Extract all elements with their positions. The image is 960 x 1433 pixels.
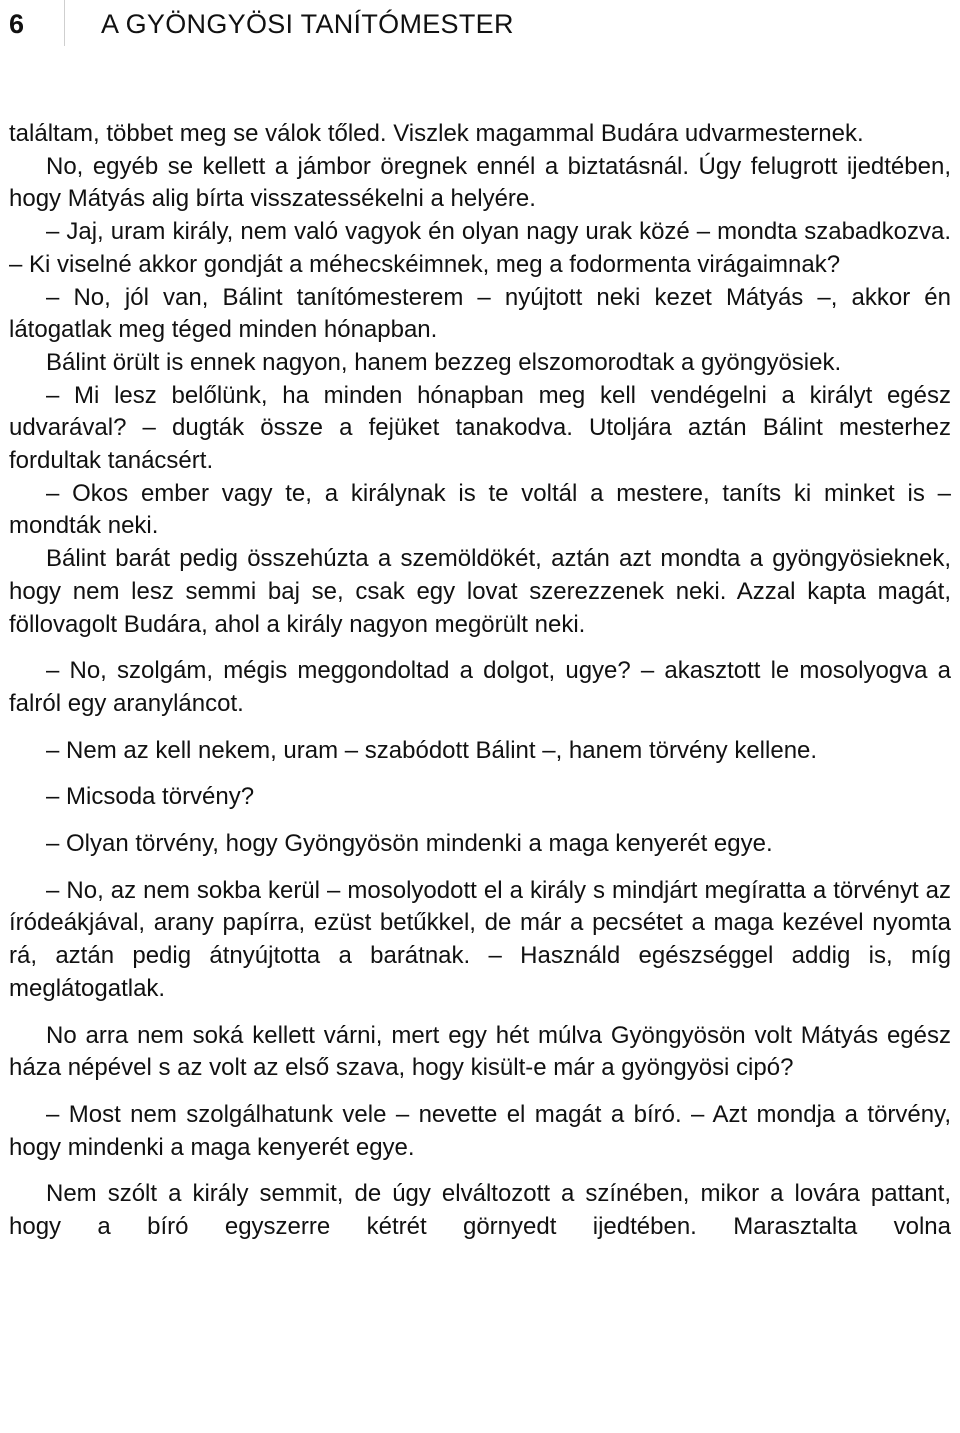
paragraph: Bálint örült is ennek nagyon, hanem bezzeg elszomorodtak a gyöngyösiek. bbox=[46, 348, 842, 376]
paragraph: No arra nem soká kellett várni, mert egy hét múlva Gyöngyösön volt Mátyás egész háza népével s az volt az első szava, hogy kisült-e már a gyöngyösi cipó? bbox=[9, 1021, 951, 1082]
paragraph: – No, az nem sokba kerül – mosolyodott el a király s mindjárt megíratta a törvényt az íródeákjával, arany papírra, ezüst betűkkel, de már a pecsétet a maga kezével nyomta rá, aztán pedig átnyújtotta a barátnak. – Használd egészséggel addig is, míg meglátogatlak. bbox=[9, 876, 951, 1002]
paragraph: – Mi lesz belőlünk, ha minden hónapban meg kell vendégelni a királyt egész udvarával? – dugták össze a fejüket tanakodva. Utoljára aztán Bálint mesterhez fordultak tanácsért. bbox=[9, 381, 951, 475]
paragraph: – Nem az kell nekem, uram – szabódott Bálint –, hanem törvény kellene. bbox=[46, 736, 818, 764]
paragraph: – Most nem szolgálhatunk vele – nevette el magát a bíró. – Azt mondja a törvény, hogy mindenki a maga kenyerét egye. bbox=[9, 1100, 951, 1161]
page-number: 6 bbox=[9, 9, 25, 39]
body-text bbox=[9, 118, 951, 1244]
page-header bbox=[0, 0, 960, 46]
paragraph: – Jaj, uram király, nem való vagyok én olyan nagy urak közé – mondta szabadkozva. – Ki viselné akkor gondját a méhecskéimnek, meg a fodormenta virágaimnak? bbox=[9, 218, 951, 278]
header-divider bbox=[64, 0, 65, 46]
paragraph: – Okos ember vagy te, a királynak is te voltál a mestere, taníts ki minket is – mondták neki. bbox=[9, 479, 951, 540]
paragraph: – Micsoda törvény? bbox=[46, 783, 255, 811]
paragraph: – No, jól van, Bálint tanítómesterem – nyújtott neki kezet Mátyás –, akkor én látogatlak meg téged minden hónapban. bbox=[9, 283, 951, 344]
paragraph: – No, szolgám, mégis meggondoltad a dolgot, ugye? – akasztott le mosolyogva a falról egy aranyláncot. bbox=[9, 657, 951, 717]
paragraph: No, egyéb se kellett a jámbor öregnek ennél a biztatásnál. Úgy felugrott ijedtében, hogy Mátyás alig bírta visszatessékelni a helyére. bbox=[9, 152, 951, 213]
paragraph: találtam, többet meg se válok tőled. Viszlek magammal Budára udvarmesternek. bbox=[9, 120, 864, 147]
running-title: A GYÖNGYÖSI TANÍTÓMESTER bbox=[101, 9, 514, 39]
paragraph: Bálint barát pedig összehúzta a szemöldökét, aztán azt mondta a gyöngyösieknek, hogy nem lesz semmi baj se, csak egy lovat szerezzenek neki. Azzal kapta magát, föllovagolt Budára, ahol a király nagyon megörült neki. bbox=[9, 545, 951, 638]
paragraph: Nem szólt a király semmit, de úgy elváltozott a színében, mikor a lovára pattant, hogy a bíró egyszerre kétrét görnyedt ijedtében. Marasztalta volna bbox=[9, 1180, 951, 1241]
paragraph: – Olyan törvény, hogy Gyöngyösön mindenki a maga kenyerét egye. bbox=[46, 830, 773, 858]
